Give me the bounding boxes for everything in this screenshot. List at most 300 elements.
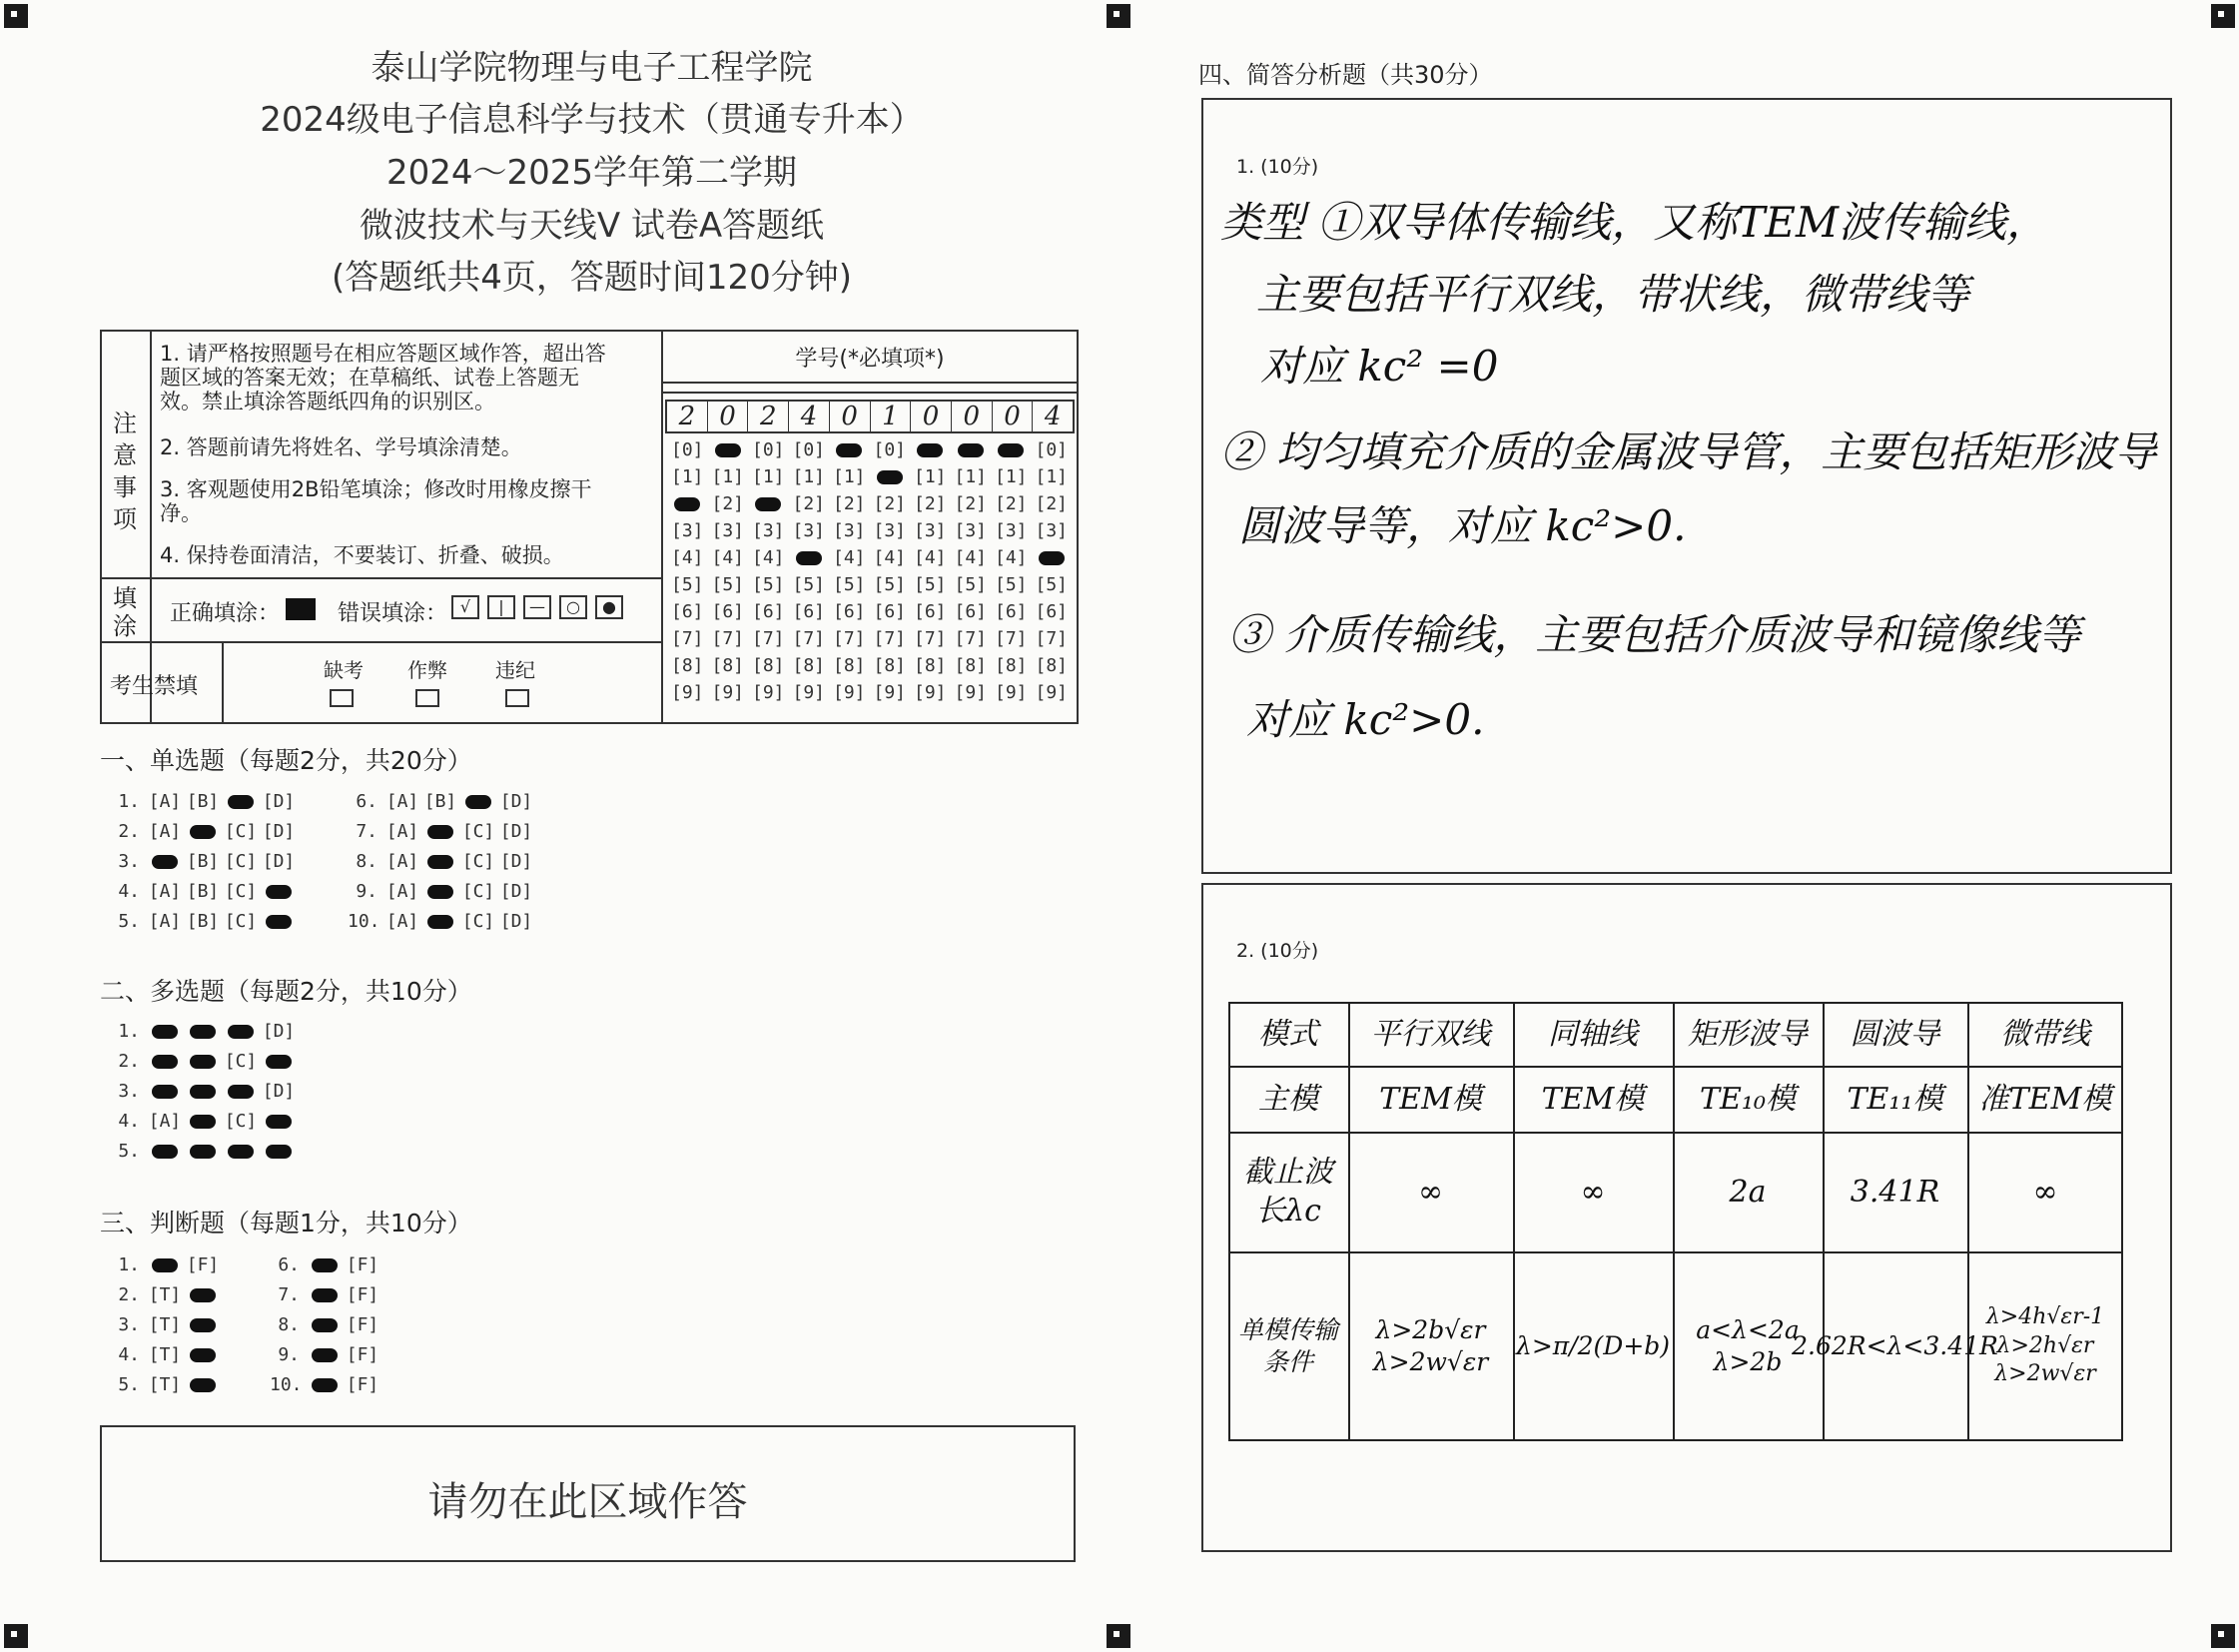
student-id-bubble[interactable]: [8] xyxy=(913,655,947,676)
answer-bubble-filled[interactable] xyxy=(184,1141,222,1162)
question-number: 5. xyxy=(118,1374,140,1395)
student-id-bubble-filled[interactable] xyxy=(829,439,870,460)
question-number: 5. xyxy=(118,911,140,932)
student-id-bubble-row xyxy=(667,520,1072,541)
table-cell: 主模 xyxy=(1258,1081,1318,1117)
registration-mark-top-left xyxy=(4,4,28,28)
answer-bubble-filled[interactable] xyxy=(184,1051,222,1072)
answer-bubble-filled[interactable] xyxy=(260,1111,298,1132)
student-id-bubble[interactable]: [7] xyxy=(751,628,785,649)
q2-mode-table xyxy=(1228,1002,2147,1441)
answer-bubble-filled[interactable] xyxy=(222,1081,260,1102)
answer-bubble[interactable]: [C] xyxy=(224,821,258,842)
wrong-sample-check: √ xyxy=(451,595,479,619)
answer-bubble-filled[interactable] xyxy=(260,1051,298,1072)
student-id-bubble-row xyxy=(667,493,1072,514)
student-id-digit-cell[interactable]: 4 xyxy=(1044,402,1062,431)
answer-bubble[interactable]: [C] xyxy=(224,1111,258,1132)
table-cell: TE₁₁模 xyxy=(1847,1081,1943,1117)
table-cell: TEM模 xyxy=(1541,1081,1645,1117)
flag-violation-checkbox[interactable] xyxy=(505,689,529,707)
student-id-bubble[interactable]: [7] xyxy=(832,628,866,649)
section3-question-row xyxy=(270,1314,381,1335)
student-id-bubble[interactable]: [3] xyxy=(792,520,825,541)
wrong-fill-label: 错误填涂： xyxy=(338,601,448,626)
section3-title: 三、判断题（每题1分，共10分） xyxy=(100,1209,472,1238)
student-id-bubble[interactable]: [1] xyxy=(792,466,825,487)
student-id-digit-cell[interactable]: 0 xyxy=(993,402,1034,431)
question-number: 3. xyxy=(118,1081,140,1102)
section2-question-row xyxy=(110,1021,298,1042)
q1-label: 1. (10分) xyxy=(1236,156,1319,178)
notice-label: 注意事项 xyxy=(113,410,137,533)
student-id-bubble[interactable]: [1] xyxy=(994,466,1028,487)
student-id-bubble[interactable]: [6] xyxy=(994,601,1028,622)
answer-bubble[interactable]: [C] xyxy=(461,911,495,932)
answer-bubble[interactable]: [C] xyxy=(461,821,495,842)
answer-bubble-filled[interactable] xyxy=(184,821,222,842)
no-answer-zone-label: 请勿在此区域作答 xyxy=(427,1479,748,1525)
answer-bubble[interactable]: [C] xyxy=(461,881,495,902)
answer-bubble[interactable]: [A] xyxy=(385,851,419,872)
q1-line-4: ② 均匀填充介质的金属波导管，主要包括矩形波导 xyxy=(1220,427,2157,476)
student-id-bubble[interactable]: [0] xyxy=(873,439,906,460)
q1-line-1: 类型 ①双导体传输线，又称TEM波传输线， xyxy=(1220,198,2049,247)
section2-question-row xyxy=(110,1111,298,1132)
answer-bubble-filled[interactable] xyxy=(184,1344,222,1365)
answer-bubble[interactable]: [D] xyxy=(262,1021,296,1042)
student-id-bubble[interactable]: [9] xyxy=(954,682,987,703)
exam-info: (答题纸共4页，答题时间120分钟) xyxy=(331,258,853,298)
table-col-line xyxy=(1348,1002,1350,1441)
student-id-bubble[interactable]: [1] xyxy=(913,466,947,487)
answer-bubble-filled[interactable] xyxy=(260,911,298,932)
student-id-bubble[interactable]: [9] xyxy=(670,682,704,703)
question-number: 5. xyxy=(118,1141,140,1162)
answer-bubble[interactable]: [C] xyxy=(224,1051,258,1072)
q2-label: 2. (10分) xyxy=(1236,940,1319,962)
student-id-bubble-filled[interactable] xyxy=(951,439,992,460)
student-id-bubble[interactable]: [1] xyxy=(711,466,744,487)
table-header-cell: 同轴线 xyxy=(1548,1016,1638,1052)
answer-bubble[interactable]: [F] xyxy=(346,1344,379,1365)
answer-bubble-filled[interactable] xyxy=(222,791,260,812)
student-id-bubble[interactable]: [7] xyxy=(954,628,987,649)
answer-bubble-filled[interactable] xyxy=(184,1284,222,1305)
notice-item-2: 2. 答题前请先将姓名、学号填涂清楚。 xyxy=(160,435,522,459)
table-cell: ∞ xyxy=(1418,1174,1443,1210)
table-cell: ∞ xyxy=(1580,1174,1606,1210)
question-number: 6. xyxy=(356,791,377,812)
answer-bubble-filled[interactable] xyxy=(184,1374,222,1395)
q1-line-3: 对应 kc² =0 xyxy=(1260,342,1499,391)
student-id-bubble[interactable]: [0] xyxy=(751,439,785,460)
q1-line-2: 主要包括平行双线，带状线，微带线等 xyxy=(1256,270,1970,319)
student-id-bubble[interactable]: [5] xyxy=(670,574,704,595)
student-id-bubble[interactable]: [3] xyxy=(751,520,785,541)
student-id-bubble-filled[interactable] xyxy=(991,439,1032,460)
answer-bubble[interactable]: [B] xyxy=(423,791,457,812)
student-id-bubble[interactable]: [2] xyxy=(711,493,744,514)
table-cell: 2a xyxy=(1729,1174,1767,1210)
notice-item-3: 3. 客观题使用2B铅笔填涂；修改时用橡皮擦干净。 xyxy=(160,477,592,525)
question-number: 9. xyxy=(356,881,377,902)
question-number: 4. xyxy=(118,881,140,902)
student-id-bubble[interactable]: [7] xyxy=(1035,628,1068,649)
student-id-bubble-filled[interactable] xyxy=(1032,547,1073,568)
question-number: 10. xyxy=(270,1374,303,1395)
section3-question-row xyxy=(110,1344,222,1365)
answer-bubble[interactable]: [A] xyxy=(148,791,182,812)
student-id-bubble[interactable]: [8] xyxy=(670,655,704,676)
answer-bubble-filled[interactable] xyxy=(146,1254,184,1275)
answer-bubble[interactable]: [A] xyxy=(148,911,182,932)
student-id-digit-cell[interactable]: 4 xyxy=(789,402,830,431)
student-id-bubble-filled[interactable] xyxy=(870,466,911,487)
student-id-bubble[interactable]: [2] xyxy=(792,493,825,514)
student-id-bubble[interactable]: [5] xyxy=(994,574,1028,595)
section2-question-row xyxy=(110,1081,298,1102)
student-id-bubble[interactable]: [6] xyxy=(751,601,785,622)
answer-bubble[interactable]: [A] xyxy=(385,881,419,902)
table-col-line xyxy=(1513,1002,1515,1441)
student-id-bubble[interactable]: [8] xyxy=(711,655,744,676)
registration-mark-top-right xyxy=(2211,4,2235,28)
student-id-bubble[interactable]: [1] xyxy=(832,466,866,487)
question-number: 3. xyxy=(118,851,140,872)
answer-bubble-filled[interactable] xyxy=(146,851,184,872)
correct-fill-label: 正确填涂： xyxy=(170,601,281,626)
student-id-digit-cell[interactable]: 2 xyxy=(748,402,789,431)
answer-bubble-filled[interactable] xyxy=(306,1284,344,1305)
question-number: 2. xyxy=(118,821,140,842)
student-id-digit-cell[interactable]: 0 xyxy=(830,402,871,431)
student-id-bubble[interactable]: [9] xyxy=(1035,682,1068,703)
student-id-bubble[interactable]: [7] xyxy=(913,628,947,649)
answer-bubble[interactable]: [B] xyxy=(186,851,220,872)
answer-bubble[interactable]: [C] xyxy=(461,851,495,872)
answer-bubble[interactable]: [B] xyxy=(186,881,220,902)
table-cell: 准TEM模 xyxy=(1978,1081,2112,1117)
answer-bubble[interactable]: [D] xyxy=(499,791,533,812)
answer-bubble[interactable]: [F] xyxy=(346,1284,379,1305)
student-id-digit-cell[interactable]: 2 xyxy=(667,402,708,431)
student-id-bubble[interactable]: [9] xyxy=(751,682,785,703)
student-id-bubble[interactable]: [3] xyxy=(711,520,744,541)
answer-bubble-filled[interactable] xyxy=(184,1111,222,1132)
student-id-bubble[interactable]: [4] xyxy=(670,547,704,568)
answer-bubble[interactable]: [D] xyxy=(499,911,533,932)
semester-title: 2024～2025学年第二学期 xyxy=(385,153,798,193)
student-id-bubble[interactable]: [4] xyxy=(994,547,1028,568)
answer-bubble-filled[interactable] xyxy=(306,1314,344,1335)
answer-bubble[interactable]: [A] xyxy=(385,911,419,932)
student-id-bubble-row xyxy=(667,466,1072,487)
answer-bubble[interactable]: [F] xyxy=(346,1254,379,1275)
section1-question-row xyxy=(110,791,298,812)
student-id-bubble[interactable]: [3] xyxy=(954,520,987,541)
student-id-bubble[interactable]: [3] xyxy=(670,520,704,541)
answer-bubble[interactable]: [D] xyxy=(262,1081,296,1102)
student-id-bubble-row xyxy=(667,601,1072,622)
section2-question-row xyxy=(110,1141,298,1162)
student-id-bubble[interactable]: [4] xyxy=(913,547,947,568)
answer-bubble-filled[interactable] xyxy=(421,911,459,932)
table-row-line xyxy=(1228,1066,2123,1068)
answer-bubble[interactable]: [F] xyxy=(346,1314,379,1335)
answer-bubble[interactable]: [C] xyxy=(224,881,258,902)
answer-bubble-filled[interactable] xyxy=(459,791,497,812)
registration-mark-bottom-center xyxy=(1107,1624,1130,1648)
answer-bubble[interactable]: [A] xyxy=(385,791,419,812)
student-id-bubble[interactable]: [0] xyxy=(792,439,825,460)
answer-bubble-filled[interactable] xyxy=(222,1021,260,1042)
answer-bubble-filled[interactable] xyxy=(146,1021,184,1042)
student-id-digit-cell[interactable]: 0 xyxy=(952,402,993,431)
question-number: 1. xyxy=(118,1254,140,1275)
student-id-bubble[interactable]: [2] xyxy=(954,493,987,514)
q1-line-5: 圆波导等，对应 kc²>0. xyxy=(1238,501,1687,550)
answer-bubble-filled[interactable] xyxy=(222,1141,260,1162)
student-id-bubble[interactable]: [5] xyxy=(832,574,866,595)
section3-question-row xyxy=(270,1374,381,1395)
student-id-bubble-row xyxy=(667,574,1072,595)
table-cell: 单模传输条件 xyxy=(1237,1314,1338,1376)
student-id-title: 学号(*必填项*) xyxy=(795,347,945,372)
fill-label: 填涂 xyxy=(113,584,137,640)
question-number: 8. xyxy=(278,1314,300,1335)
student-id-handwritten-row xyxy=(665,400,1075,433)
section1-question-row xyxy=(348,821,535,842)
student-id-digit-cell[interactable]: 0 xyxy=(708,402,749,431)
answer-bubble[interactable]: [A] xyxy=(148,881,182,902)
answer-bubble-filled[interactable] xyxy=(146,1141,184,1162)
table-header-cell: 模式 xyxy=(1258,1016,1318,1052)
question-number: 9. xyxy=(278,1344,300,1365)
student-id-bubble[interactable]: [9] xyxy=(792,682,825,703)
student-id-bubble-row xyxy=(667,439,1072,460)
answer-bubble[interactable]: [D] xyxy=(499,821,533,842)
question-number: 10. xyxy=(348,911,380,932)
student-id-bubble[interactable]: [9] xyxy=(913,682,947,703)
wrong-fill-samples xyxy=(451,595,631,619)
wrong-sample-dot: ● xyxy=(595,595,623,619)
section3-question-row xyxy=(110,1254,222,1275)
correct-fill-sample xyxy=(286,598,316,620)
student-id-bubble[interactable]: [5] xyxy=(954,574,987,595)
student-id-bubble[interactable]: [8] xyxy=(873,655,906,676)
question-number: 7. xyxy=(278,1284,300,1305)
student-id-bubble[interactable]: [6] xyxy=(711,601,744,622)
student-id-bubble-row xyxy=(667,547,1072,568)
table-cell: 3.41R xyxy=(1850,1174,1940,1210)
table-cell: λ>4h√εr-1 λ>2h√εr λ>2w√εr xyxy=(1985,1304,2105,1387)
registration-mark-top-center xyxy=(1107,4,1130,28)
section1-question-row xyxy=(110,911,298,932)
answer-bubble[interactable]: [D] xyxy=(499,881,533,902)
question-number: 3. xyxy=(118,1314,140,1335)
student-id-bubble[interactable]: [0] xyxy=(1035,439,1068,460)
notice-item-1: 1. 请严格按照题号在相应答题区域作答，超出答题区域的答案无效；在草稿纸、试卷上答题无效。禁止填涂答题纸四角的识别区。 xyxy=(160,342,606,413)
student-id-bubble[interactable]: [3] xyxy=(913,520,947,541)
table-cell: ∞ xyxy=(2032,1174,2058,1210)
table-cell: a<λ<2a λ>2b xyxy=(1696,1314,1800,1376)
answer-bubble[interactable]: [C] xyxy=(224,911,258,932)
student-id-bubble[interactable]: [1] xyxy=(954,466,987,487)
student-id-bubble[interactable]: [8] xyxy=(832,655,866,676)
student-id-bubble[interactable]: [2] xyxy=(913,493,947,514)
answer-bubble[interactable]: [T] xyxy=(148,1284,182,1305)
answer-bubble-filled[interactable] xyxy=(260,881,298,902)
student-id-bubble[interactable]: [4] xyxy=(954,547,987,568)
answer-bubble[interactable]: [A] xyxy=(385,821,419,842)
student-id-bubble[interactable]: [6] xyxy=(913,601,947,622)
student-id-bubble-filled[interactable] xyxy=(748,493,789,514)
answer-bubble[interactable]: [B] xyxy=(186,911,220,932)
answer-bubble[interactable]: [D] xyxy=(262,821,296,842)
student-id-bubble[interactable]: [9] xyxy=(994,682,1028,703)
section1-question-row xyxy=(110,821,298,842)
answer-bubble-filled[interactable] xyxy=(421,851,459,872)
answer-bubble-filled[interactable] xyxy=(306,1344,344,1365)
section1-question-row xyxy=(348,881,535,902)
answer-bubble-filled[interactable] xyxy=(184,1081,222,1102)
student-id-bubble[interactable]: [8] xyxy=(954,655,987,676)
student-id-bubble[interactable]: [3] xyxy=(1035,520,1068,541)
student-id-bubble[interactable]: [6] xyxy=(873,601,906,622)
answer-bubble-filled[interactable] xyxy=(184,1021,222,1042)
student-id-bubble[interactable]: [4] xyxy=(873,547,906,568)
answer-bubble[interactable]: [D] xyxy=(262,851,296,872)
student-id-bubble[interactable]: [6] xyxy=(792,601,825,622)
student-id-bubble[interactable]: [7] xyxy=(873,628,906,649)
school-title: 泰山学院物理与电子工程学院 xyxy=(371,48,813,88)
student-id-bubble[interactable]: [2] xyxy=(873,493,906,514)
student-id-bubble[interactable]: [6] xyxy=(832,601,866,622)
answer-bubble-filled[interactable] xyxy=(260,1141,298,1162)
flag-cheat-checkbox[interactable] xyxy=(415,689,439,707)
answer-bubble-filled[interactable] xyxy=(146,1051,184,1072)
student-id-bubble[interactable]: [1] xyxy=(751,466,785,487)
answer-bubble[interactable]: [F] xyxy=(186,1254,220,1275)
student-id-bubble[interactable]: [7] xyxy=(994,628,1028,649)
flag-absent-checkbox[interactable] xyxy=(330,689,354,707)
section1-question-row xyxy=(348,791,535,812)
answer-bubble-filled[interactable] xyxy=(306,1374,344,1395)
student-id-bubble[interactable]: [2] xyxy=(832,493,866,514)
major-title: 2024级电子信息科学与技术（贯通专升本） xyxy=(260,100,924,140)
student-id-bubble[interactable]: [2] xyxy=(994,493,1028,514)
student-id-bubble[interactable]: [5] xyxy=(792,574,825,595)
student-id-bubble[interactable]: [8] xyxy=(994,655,1028,676)
answer-bubble-filled[interactable] xyxy=(146,1081,184,1102)
student-id-bubble[interactable]: [5] xyxy=(873,574,906,595)
section4-title: 四、简答分析题（共30分） xyxy=(1198,61,1493,89)
section2-title: 二、多选题（每题2分，共10分） xyxy=(100,977,472,1006)
student-id-bubble[interactable]: [9] xyxy=(711,682,744,703)
student-id-bubble[interactable]: [6] xyxy=(1035,601,1068,622)
flag-absent-label: 缺考 xyxy=(324,658,364,682)
student-id-bubble[interactable]: [2] xyxy=(1035,493,1068,514)
student-id-bubble[interactable]: [5] xyxy=(913,574,947,595)
student-id-bubble[interactable]: [8] xyxy=(1035,655,1068,676)
student-id-bubble[interactable]: [9] xyxy=(873,682,906,703)
answer-bubble[interactable]: [A] xyxy=(148,1111,182,1132)
section1-question-row xyxy=(348,911,535,932)
student-id-bubble[interactable]: [3] xyxy=(873,520,906,541)
student-id-digit-cell[interactable]: 1 xyxy=(871,402,912,431)
answer-bubble-filled[interactable] xyxy=(306,1254,344,1275)
student-id-bubble[interactable]: [4] xyxy=(832,547,866,568)
answer-bubble[interactable]: [T] xyxy=(148,1344,182,1365)
student-id-bubble-filled[interactable] xyxy=(667,493,708,514)
registration-mark-bottom-left xyxy=(4,1624,28,1648)
student-id-bubble[interactable]: [6] xyxy=(670,601,704,622)
wrong-sample-bar: | xyxy=(487,595,515,619)
table-cell: 截止波长λc xyxy=(1243,1155,1333,1229)
section3-question-row xyxy=(270,1284,381,1305)
student-id-bubble-filled[interactable] xyxy=(708,439,749,460)
student-id-bubble[interactable]: [7] xyxy=(670,628,704,649)
table-cell: 2.62R<λ<3.41R xyxy=(1792,1330,1998,1360)
answer-bubble-filled[interactable] xyxy=(184,1314,222,1335)
answer-bubble[interactable]: [D] xyxy=(499,851,533,872)
student-id-bubble[interactable]: [0] xyxy=(670,439,704,460)
student-id-bubble[interactable]: [7] xyxy=(792,628,825,649)
table-cell: λ>2b√εr λ>2w√εr xyxy=(1372,1314,1489,1376)
examinee-label: 考生禁填 xyxy=(110,674,199,699)
notice-item-4: 4. 保持卷面清洁，不要装订、折叠、破损。 xyxy=(160,543,564,567)
table-row-line xyxy=(1228,1132,2123,1134)
answer-bubble[interactable]: [B] xyxy=(186,791,220,812)
answer-bubble-filled[interactable] xyxy=(421,881,459,902)
section3-question-row xyxy=(270,1344,381,1365)
answer-bubble[interactable]: [C] xyxy=(224,851,258,872)
student-id-bubble[interactable]: [8] xyxy=(751,655,785,676)
student-id-bubble[interactable]: [4] xyxy=(711,547,744,568)
wrong-sample-circle: ○ xyxy=(559,595,587,619)
student-id-bubble-filled[interactable] xyxy=(910,439,951,460)
answer-bubble[interactable]: [F] xyxy=(346,1374,379,1395)
student-id-bubble[interactable]: [5] xyxy=(1035,574,1068,595)
student-id-bubble[interactable]: [4] xyxy=(751,547,785,568)
student-id-bubble[interactable]: [1] xyxy=(1035,466,1068,487)
student-id-bubble[interactable]: [3] xyxy=(832,520,866,541)
student-id-bubble[interactable]: [6] xyxy=(954,601,987,622)
student-id-bubble[interactable]: [5] xyxy=(751,574,785,595)
answer-bubble-filled[interactable] xyxy=(421,821,459,842)
student-id-bubble[interactable]: [5] xyxy=(711,574,744,595)
question-number: 2. xyxy=(118,1284,140,1305)
registration-mark-bottom-right xyxy=(2211,1624,2235,1648)
student-id-bubble-filled[interactable] xyxy=(789,547,830,568)
answer-bubble[interactable]: [D] xyxy=(262,791,296,812)
answer-bubble[interactable]: [T] xyxy=(148,1314,182,1335)
student-id-bubble[interactable]: [7] xyxy=(711,628,744,649)
section1-title: 一、单选题（每题2分，共20分） xyxy=(100,746,472,775)
answer-bubble[interactable]: [A] xyxy=(148,821,182,842)
section1-question-row xyxy=(110,881,298,902)
student-id-bubble[interactable]: [1] xyxy=(670,466,704,487)
answer-bubble[interactable]: [T] xyxy=(148,1374,182,1395)
section1-question-row xyxy=(110,851,298,872)
student-id-bubble[interactable]: [8] xyxy=(792,655,825,676)
student-id-bubble[interactable]: [3] xyxy=(994,520,1028,541)
student-id-bubble[interactable]: [9] xyxy=(832,682,866,703)
table-cell: TE₁₀模 xyxy=(1700,1081,1796,1117)
question-number: 6. xyxy=(278,1254,300,1275)
student-id-digit-cell[interactable]: 0 xyxy=(911,402,952,431)
